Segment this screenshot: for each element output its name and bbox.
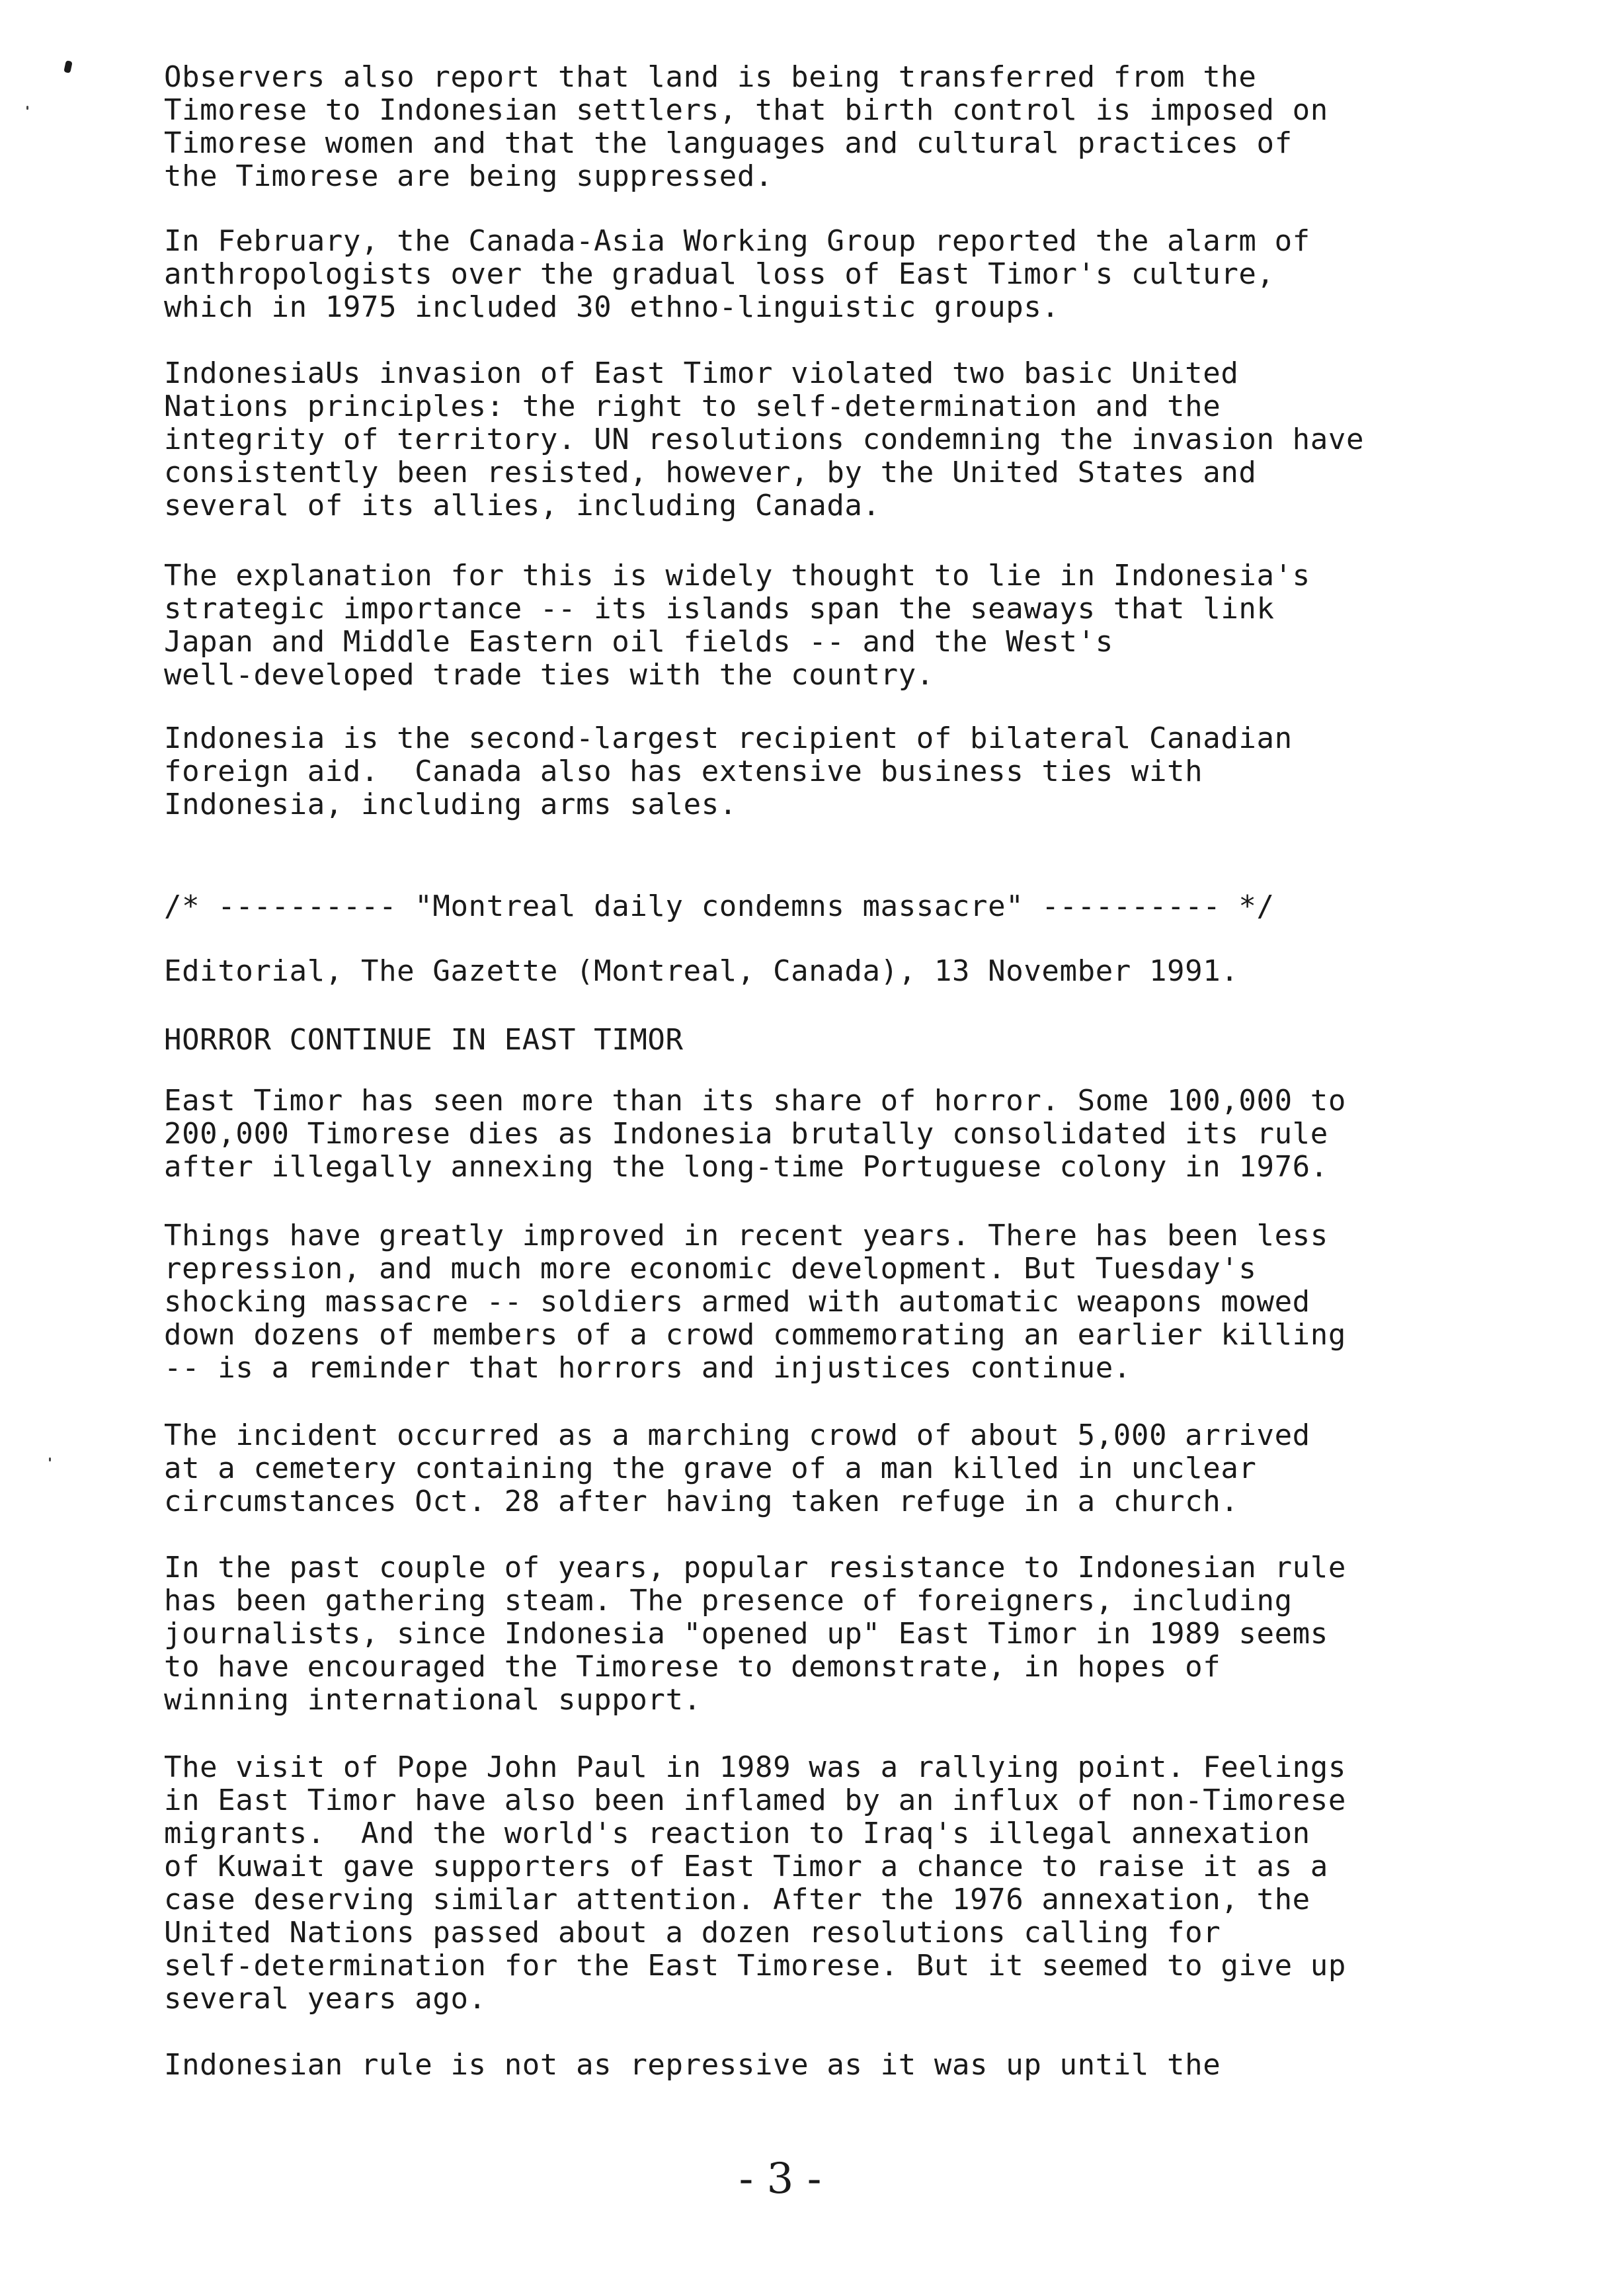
paragraph [164,955,1506,988]
text-line: Things have greatly improved in recent years. There has been less [164,1219,1328,1252]
text-line: several years ago. [164,1982,487,2016]
text-line: to have encouraged the Timorese to demonstrate, in hopes of [164,1650,1221,1684]
text-line: The visit of Pope John Paul in 1989 was a rallying point. Feelings [164,1750,1346,1784]
paragraph [164,1751,1506,2016]
text-line: Nations principles: the right to self-determination and the [164,390,1221,423]
text-line: integrity of territory. UN resolutions condemning the invasion have [164,423,1365,456]
text-line: anthropologists over the gradual loss of East Timor's culture, [164,257,1275,291]
text-line: case deserving similar attention. After the 1976 annexation, the [164,1883,1310,1916]
text-line: migrants. And the world's reaction to Iraq's illegal annexation [164,1817,1310,1850]
text-line: Indonesian rule is not as repressive as it was up until the [164,2048,1221,2082]
paragraph [164,225,1506,324]
text-line: The incident occurred as a marching crowd of about 5,000 arrived [164,1418,1310,1452]
ink-speck [49,1457,51,1461]
text-line: strategic importance -- its islands span the seaways that link [164,592,1275,626]
ink-speck [26,106,28,110]
text-line: In February, the Canada-Asia Working Group reported the alarm of [164,224,1310,258]
text-line: /* ---------- "Montreal daily condemns massacre" ---------- */ [164,889,1275,923]
text-line: several of its allies, including Canada. [164,489,881,522]
text-line: In the past couple of years, popular resistance to Indonesian rule [164,1551,1346,1584]
text-line: foreign aid. Canada also has extensive business ties with [164,755,1203,788]
text-line: winning international support. [164,1683,702,1717]
text-line: down dozens of members of a crowd commemorating an earlier killing [164,1318,1346,1352]
paragraph [164,722,1506,821]
text-line: United Nations passed about a dozen resolutions calling for [164,1916,1221,1949]
text-line: The explanation for this is widely thought to lie in Indonesia's [164,559,1310,593]
text-line: of Kuwait gave supporters of East Timor a chance to raise it as a [164,1850,1328,1883]
text-line: in East Timor have also been inflamed by an influx of non-Timorese [164,1784,1346,1817]
paragraph [164,1419,1506,1518]
text-line: journalists, since Indonesia "opened up" East Timor in 1989 seems [164,1617,1328,1651]
text-line: Timorese women and that the languages and cultural practices of [164,126,1293,160]
paragraph [164,1219,1506,1385]
text-line: circumstances Oct. 28 after having taken refuge in a church. [164,1485,1239,1518]
text-line: Editorial, The Gazette (Montreal, Canada), 13 November 1991. [164,954,1239,988]
paragraph [164,357,1506,522]
text-line: Indonesia, including arms sales. [164,788,737,821]
paragraph [164,1085,1506,1184]
text-line: 200,000 Timorese dies as Indonesia brutally consolidated its rule [164,1117,1328,1151]
text-line: well-developed trade ties with the country. [164,658,934,692]
paragraph [164,1024,1506,1057]
text-line: HORROR CONTINUE IN EAST TIMOR [164,1023,684,1057]
text-line: East Timor has seen more than its share of horror. Some 100,000 to [164,1084,1346,1118]
paragraph [164,559,1506,692]
paragraph [164,2049,1506,2082]
paragraph [164,1551,1506,1717]
text-line: at a cemetery containing the grave of a man killed in unclear [164,1452,1257,1485]
paragraph [164,890,1506,923]
text-line: has been gathering steam. The presence of foreigners, including [164,1584,1293,1618]
text-line: IndonesiaUs invasion of East Timor violated two basic United [164,356,1239,390]
text-line: the Timorese are being suppressed. [164,159,774,193]
text-line: Timorese to Indonesian settlers, that birth control is imposed on [164,93,1328,127]
text-line: consistently been resisted, however, by the United States and [164,456,1257,489]
text-line: which in 1975 included 30 ethno-linguistic groups. [164,290,1060,324]
text-line: -- is a reminder that horrors and injustices continue. [164,1351,1131,1385]
text-line: Japan and Middle Eastern oil fields -- and the West's [164,625,1113,659]
text-line: shocking massacre -- soldiers armed with automatic weapons mowed [164,1285,1310,1319]
ink-mark [63,60,73,73]
page-number: - 3 - [739,2154,822,2203]
text-line: after illegally annexing the long-time Portuguese colony in 1976. [164,1150,1328,1184]
text-line: repression, and much more economic development. But Tuesday's [164,1252,1257,1286]
paragraph [164,61,1506,193]
text-line: Indonesia is the second-largest recipient of bilateral Canadian [164,721,1293,755]
text-line: Observers also report that land is being transferred from the [164,60,1257,94]
text-line: self-determination for the East Timorese. But it seemed to give up [164,1949,1346,1983]
